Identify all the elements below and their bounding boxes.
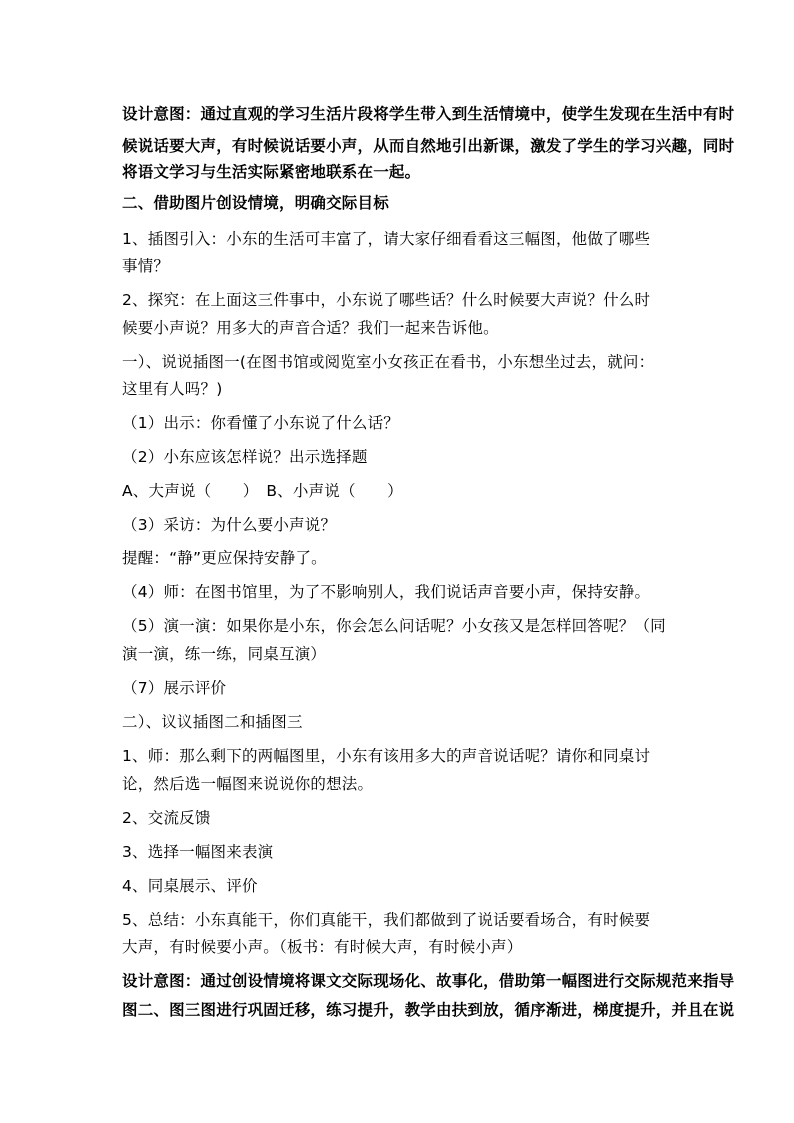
subsection-2: 二）、议议插图二和插图三 [122,713,303,731]
item-2-line-1: 2、探究：在上面这三件事中，小东说了哪些话？什么时候要大声说？什么时 [122,291,651,309]
b-item-3: 3、选择一幅图来表演 [122,843,274,861]
section-heading: 二、借助图片创设情境，明确交际目标 [122,194,389,212]
step-2: （2）小东应该怎样说？出示选择题 [122,448,368,466]
step-1: （1）出示：你看懂了小东说了什么话？ [122,414,399,432]
step-3: （3）采访：为什么要小声说？ [122,516,337,534]
b-item-4: 4、同桌展示、评价 [122,877,258,895]
summary-line-1: 5、总结：小东真能干，你们真能干，我们都做到了说话要看场合，有时候要 [122,911,651,929]
step-7: （7）展示评价 [122,679,227,697]
step-4: （4）师：在图书馆里，为了不影响别人，我们说话声音要小声，保持安静。 [122,583,651,601]
item-1-line-1: 1、插图引入：小东的生活可丰富了，请大家仔细看看这三幅图，他做了哪些 [122,230,651,248]
design-intent-2-line-1: 设计意图：通过创设情境将课文交际现场化、故事化，借助第一幅图进行交际规范来指导 [122,972,735,990]
subsection-1-line-1: 一）、说说插图一(在图书馆或阅览室小女孩正在看书，小东想坐过去，就问： [122,353,655,371]
design-intent-line-1: 设计意图：通过直观的学习生活片段将学生带入到生活情境中，使学生发现在生活中有时 [122,105,735,123]
item-1-line-2: 事情？ [122,257,170,275]
step-5-line-2: 演一演，练一练，同桌互演） [122,645,327,663]
reminder: 提醒：“静”更应保持安静了。 [122,549,327,567]
design-intent-line-3: 将语文学习与生活实际紧密地联系在一起。 [122,163,421,181]
b-item-1-line-2: 论，然后选一幅图来说说你的想法。 [122,775,374,793]
b-item-1-line-1: 1、师：那么剩下的两幅图里，小东有该用多大的声音说话呢？请你和同桌讨 [122,747,651,765]
item-2-line-2: 候要小声说？用多大的声音合适？我们一起来告诉他。 [122,319,499,337]
choice-options: A、大声说（ ） B、小声说（ ） [122,482,403,500]
subsection-1-line-2: 这里有人吗？) [122,380,223,398]
b-item-2: 2、交流反馈 [122,809,211,827]
summary-line-2: 大声，有时候要小声。（板书：有时候大声，有时候小声） [122,938,523,956]
step-5-line-1: （5）演一演：如果你是小东，你会怎么问话呢？小女孩又是怎样回答呢？（同 [122,617,666,635]
design-intent-2-line-2: 图二、图三图进行巩固迁移，练习提升，教学由扶到放，循序渐进，梯度提升，并且在说 [122,1001,735,1019]
design-intent-line-2: 候说话要大声，有时候说话要小声，从而自然地引出新课，激发了学生的学习兴趣，同时 [122,137,735,155]
